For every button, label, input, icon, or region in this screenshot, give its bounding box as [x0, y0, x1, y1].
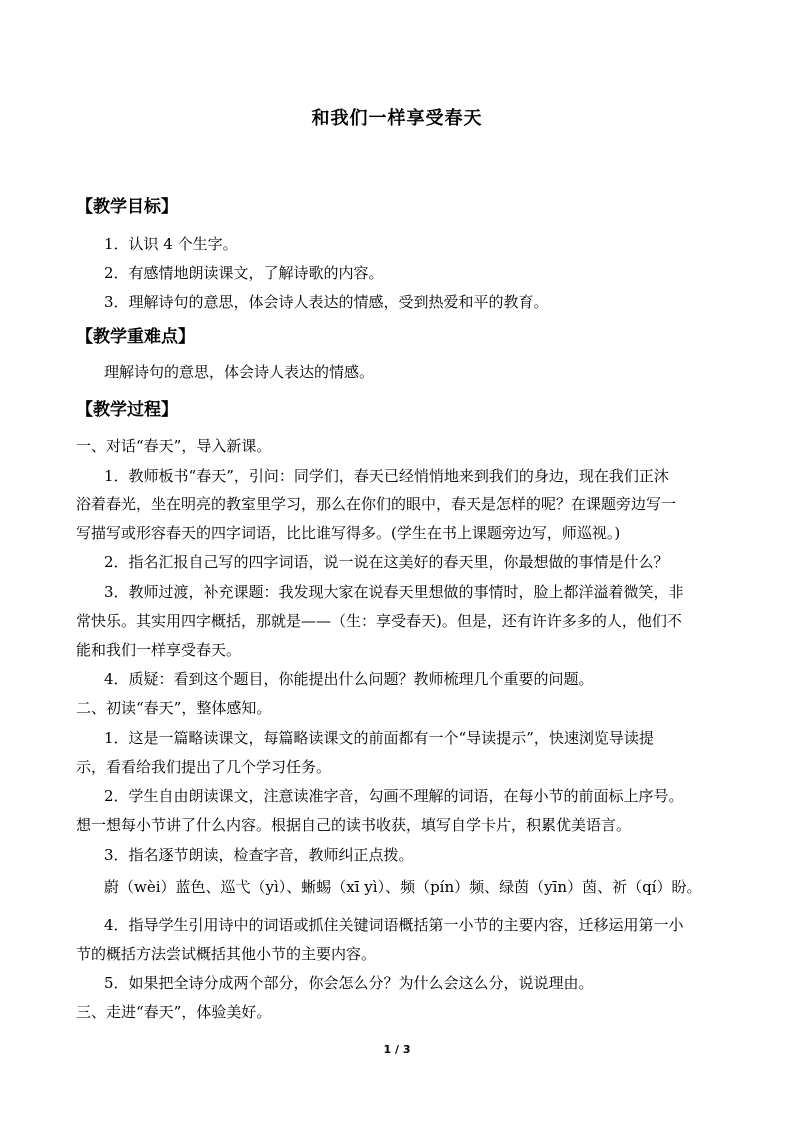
goal-item-2: 2．有感情地朗读课文，了解诗歌的内容。 — [104, 264, 384, 282]
paragraph-line: 1．这是一篇略读课文，每篇略读课文的前面都有一个“导读提示”，快速浏览导读提 — [104, 729, 654, 747]
paragraph-line: 2．学生自由朗读课文，注意读准字音，勾画不理解的词语，在每小节的前面标上序号。 — [104, 787, 684, 805]
process-part1-heading: 一、对话“春天”，导入新课。 — [76, 437, 272, 455]
paragraph-line: 想一想每小节讲了什么内容。根据自己的读书收获，填写自学卡片，积累优美语言。 — [76, 816, 632, 834]
paragraph-line: 3．教师过渡，补充课题：我发现大家在说春天里想做的事情时，脸上都洋溢着微笑，非 — [104, 583, 684, 601]
section-heading-process: 【教学过程】 — [76, 400, 178, 420]
page-number: 1 / 3 — [383, 1043, 411, 1056]
pinyin-line: 蔚（wèi）蓝色、巡弋（yì）、蜥蜴（xī yì）、频（pín）频、绿茵（yīn）茵、祈（qí）盼。 — [104, 878, 702, 896]
paragraph-line: 4．质疑：看到这个题目，你能提出什么问题？教师梳理几个重要的问题。 — [104, 670, 594, 688]
paragraph-line: 写描写或形容春天的四字词语，比比谁写得多。(学生在书上课题旁边写，师巡视。) — [76, 524, 621, 542]
paragraph-line: 示，看看给我们提出了几个学习任务。 — [76, 758, 332, 776]
paragraph-line: 常快乐。其实用四字概括，那就是——（生：享受春天)。但是，还有许许多多的人，他们不 — [76, 612, 682, 630]
goal-item-3: 3．理解诗句的意思，体会诗人表达的情感，受到热爱和平的教育。 — [104, 293, 549, 311]
paragraph-line: 节的概括方法尝试概括其他小节的主要内容。 — [76, 945, 377, 963]
paragraph-line: 浴着春光，坐在明亮的教室里学习，那么在你们的眼中，春天是怎样的呢？在课题旁边写一 — [76, 495, 677, 513]
goal-item-1: 1．认识 4 个生字。 — [104, 235, 238, 253]
process-part3-heading: 三、走进“春天”，体验美好。 — [76, 1003, 272, 1021]
section-heading-goals: 【教学目标】 — [76, 197, 178, 217]
document-title: 和我们一样享受春天 — [311, 108, 483, 129]
paragraph-line: 能和我们一样享受春天。 — [76, 641, 242, 659]
paragraph-line: 5．如果把全诗分成两个部分，你会怎么分？为什么会这么分，说说理由。 — [104, 974, 594, 992]
keypoint-text: 理解诗句的意思，体会诗人表达的情感。 — [104, 363, 375, 381]
paragraph-line: 2．指名汇报自己写的四字词语，说一说在这美好的春天里，你最想做的事情是什么？ — [104, 553, 669, 571]
paragraph-line: 4．指导学生引用诗中的词语或抓住关键词语概括第一小节的主要内容，迁移运用第一小 — [104, 916, 684, 934]
paragraph-line: 3．指名逐节朗读，检查字音，教师纠正点拨。 — [104, 846, 414, 864]
process-part2-heading: 二、初读“春天”，整体感知。 — [76, 699, 272, 717]
paragraph-line: 1．教师板书“春天”，引问：同学们，春天已经悄悄地来到我们的身边，现在我们正沐 — [104, 467, 669, 485]
section-heading-keypoints: 【教学重难点】 — [76, 327, 195, 347]
